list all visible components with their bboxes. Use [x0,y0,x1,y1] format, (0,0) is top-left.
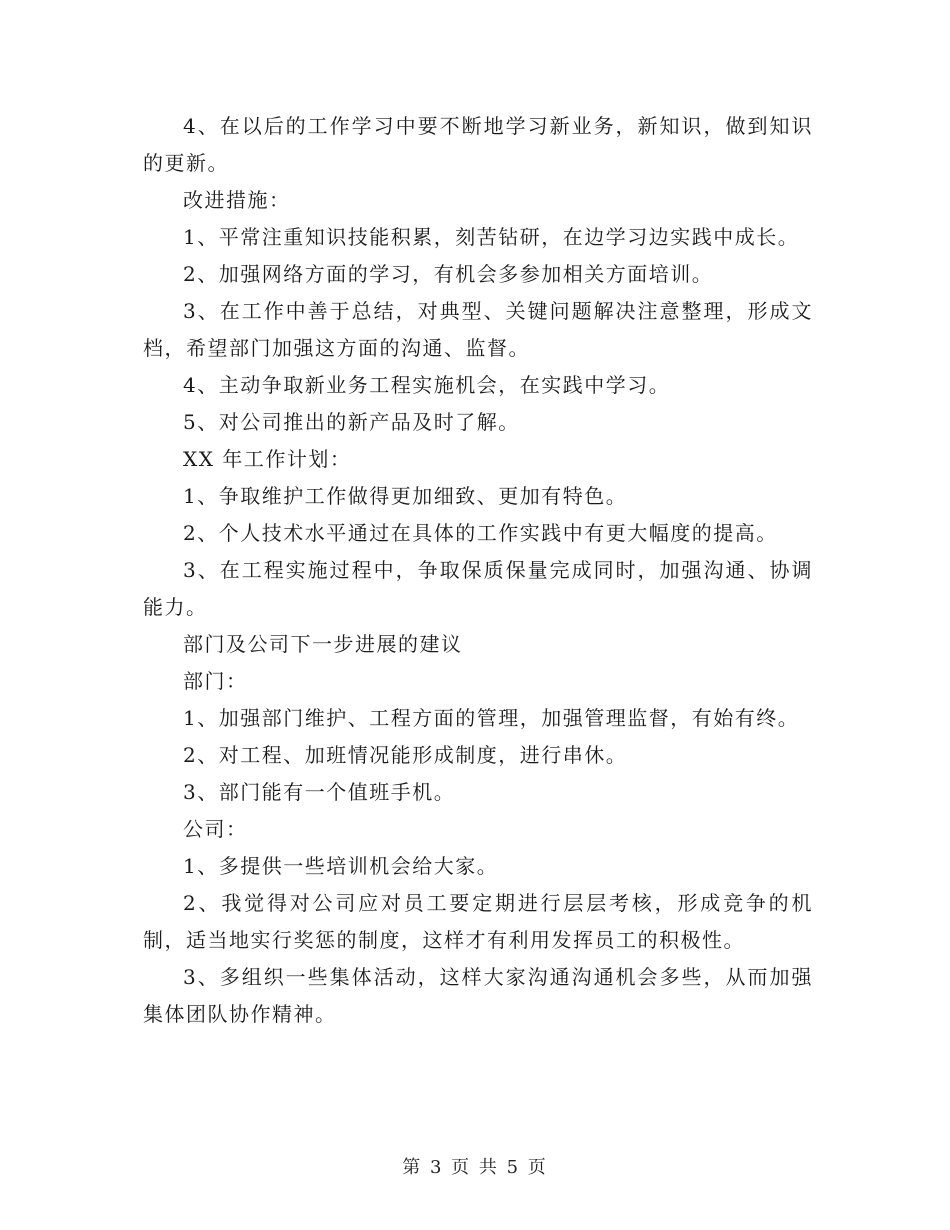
list-item: 5、对公司推出的新产品及时了解。 [183,410,520,434]
section-heading: 部门及公司下一步进展的建议 [183,632,463,656]
list-item: 1、加强部门维护、工程方面的管理，加强管理监督，有始有终。 [183,706,800,730]
list-item: 3、在工程实施过程中，争取保质保量完成同时，加强沟通、协调能力。 [143,558,813,619]
section-heading: 改进措施： [183,188,291,212]
list-item: 3、部门能有一个值班手机。 [183,780,456,804]
list-item: 1、平常注重知识技能积累，刻苦钻研，在边学习边实践中成长。 [183,225,800,249]
list-item: 4、主动争取新业务工程实施机会，在实践中学习。 [183,373,671,397]
list-item: 3、多组织一些集体活动，这样大家沟通沟通机会多些，从而加强集体团队协作精神。 [143,965,813,1026]
list-item: 1、多提供一些培训机会给大家。 [183,854,499,878]
list-item: 2、我觉得对公司应对员工要定期进行层层考核，形成竞争的机制，适当地实行奖惩的制度，这样才有利用发挥员工的积极性。 [143,891,813,952]
document-body [143,108,813,1033]
list-item: 3、在工作中善于总结，对典型、关键问题解决注意整理，形成文档，希望部门加强这方面的沟通、监督。 [143,299,813,360]
list-item: 1、争取维护工作做得更加细致、更加有特色。 [183,484,628,508]
list-item: 2、个人技术水平通过在具体的工作实践中有更大幅度的提高。 [183,521,778,545]
list-item: 2、对工程、加班情况能形成制度，进行串休。 [183,743,628,767]
page-number: 第 3 页 共 5 页 [402,1157,548,1178]
subsection-heading: 部门： [183,669,248,693]
section-heading: XX 年工作计划： [183,447,352,471]
page-footer [0,1153,950,1179]
paragraph: 4、在以后的工作学习中要不断地学习新业务，新知识，做到知识的更新。 [143,114,813,175]
subsection-heading: 公司： [183,817,248,841]
list-item: 2、加强网络方面的学习，有机会多参加相关方面培训。 [183,262,714,286]
